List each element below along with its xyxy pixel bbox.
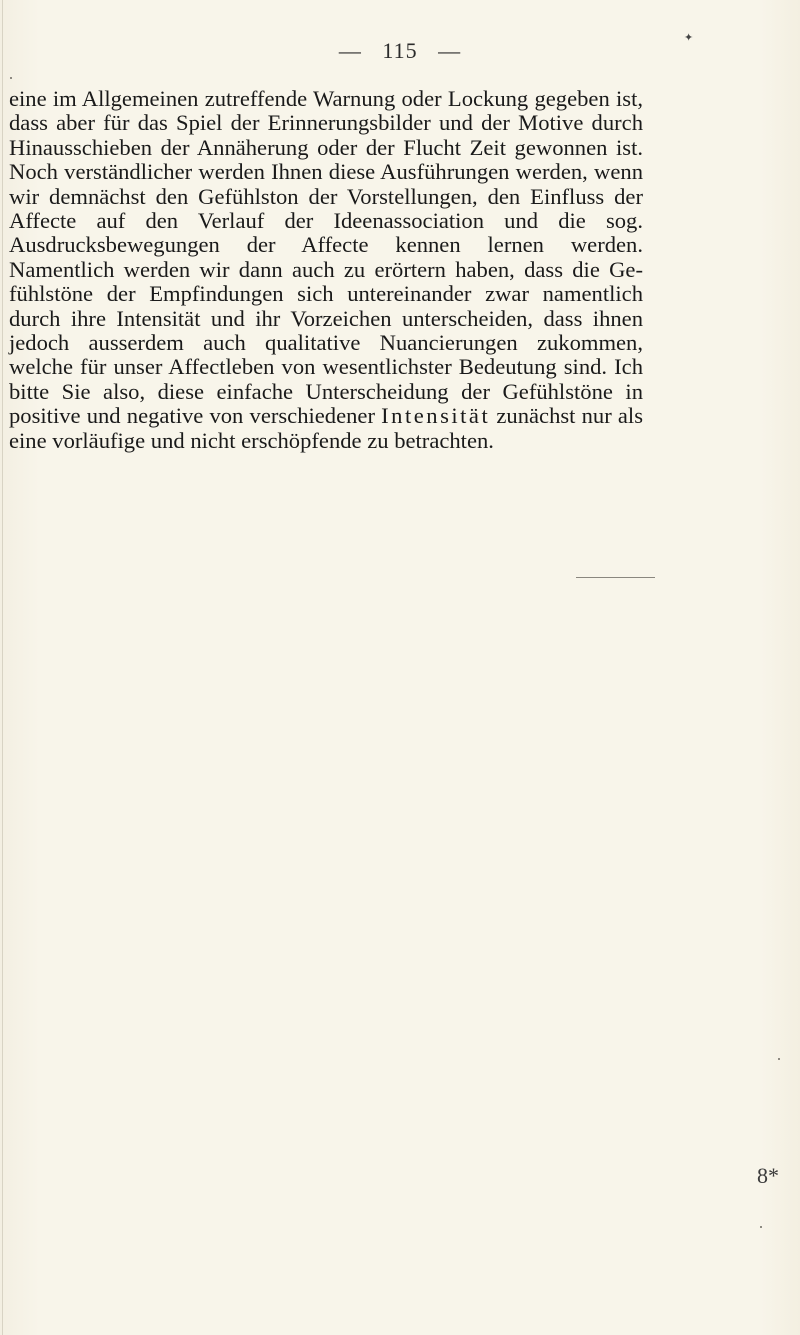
paper-speck bbox=[10, 77, 12, 79]
body-paragraph bbox=[9, 87, 643, 453]
paper-speck bbox=[778, 1058, 780, 1060]
paragraph-text-part2: zunächst nur als eine vorläufige und nicht erschöpfende zu betrachten. bbox=[9, 403, 643, 453]
page-header bbox=[0, 38, 800, 64]
header-dash-left: — bbox=[338, 38, 362, 63]
page-edge-line bbox=[2, 0, 3, 1335]
corner-ink-mark: ✦ bbox=[684, 32, 694, 44]
emphasized-word: Intensität bbox=[381, 403, 491, 429]
paragraph-text-part1: eine im Allgemeinen zutreffende Warnung oder Lockung gegeben ist, dass aber für das Spiel der Erinnerungsbilder und der Motive durch Hinausschieben der Annäherung oder der Flucht Zeit gewonnen ist. Noch verständlicher werden Ihnen diese Ausführungen werden, wenn wir demnächst den Gefühlston der Vorstellungen, den Einfluss der Affecte auf den Verlauf der Ideenassociation und die sog. Ausdrucksbewegungen der Affecte kennen lernen werden. Namentlich werden wir dann auch zu erörtern haben, dass die Gefühlstöne der Empfindungen sich untereinander zwar namentlich durch ihre Intensität und ihr Vorzeichen unterscheiden, dass ihnen jedoch ausserdem auch qualitative Nuancierungen zukommen, welche für unser Affectleben von wesentlichster Bedeutung sind. Ich bitte Sie also, diese einfache Unterscheidung der Gefühlstöne in positive und negative von verschiedener bbox=[9, 86, 643, 429]
paper-speck bbox=[760, 1226, 762, 1228]
section-rule bbox=[576, 577, 655, 578]
header-dash-right: — bbox=[438, 38, 462, 63]
signature-mark: 8* bbox=[757, 1163, 779, 1188]
page-number: 115 bbox=[382, 38, 418, 63]
